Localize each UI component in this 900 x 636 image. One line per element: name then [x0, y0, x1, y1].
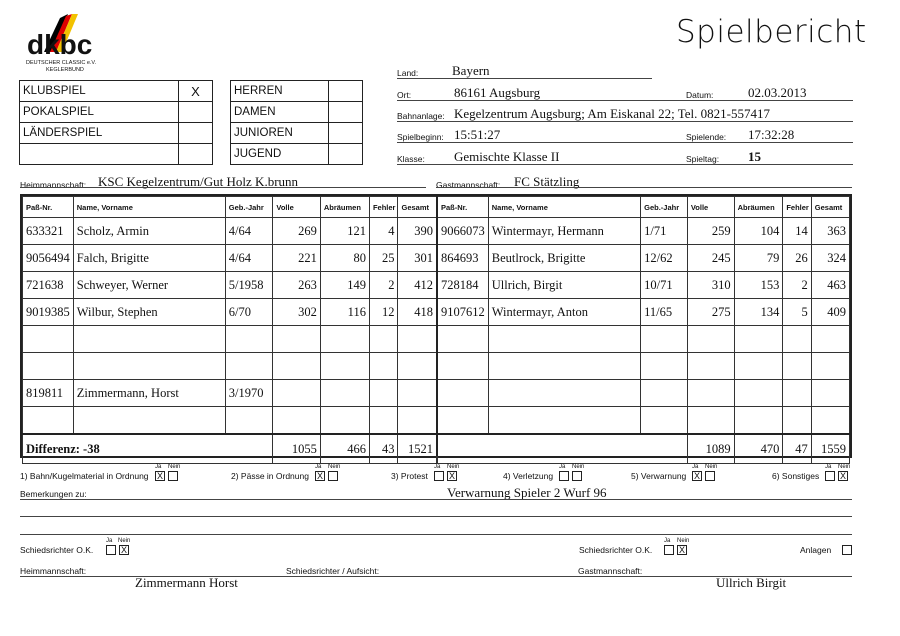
klasse-value[interactable]: Gemischte Klasse II	[454, 149, 560, 164]
anlagen-checkbox[interactable]	[842, 545, 852, 555]
table-cell[interactable]: 819811	[23, 380, 74, 407]
total-cell: 1055	[273, 434, 320, 464]
table-cell[interactable]	[811, 407, 849, 435]
ende-value[interactable]: 17:32:28	[748, 127, 795, 142]
class-label: JUGEND	[231, 144, 329, 165]
table-cell[interactable]: 221	[273, 245, 320, 272]
table-cell[interactable]	[273, 353, 320, 380]
table-cell[interactable]: 5/1958	[225, 272, 273, 299]
table-cell[interactable]	[783, 326, 811, 353]
table-cell[interactable]: 463	[811, 272, 849, 299]
ja-caption: Ja	[315, 464, 322, 470]
ja-caption: Ja	[692, 464, 699, 470]
beginn-label: Spielbeginn:	[397, 132, 444, 142]
referee-right-nein-checkbox[interactable]: X	[678, 545, 685, 555]
table-cell[interactable]: 5	[783, 299, 811, 326]
table-row	[438, 326, 850, 353]
table-cell[interactable]	[811, 380, 849, 407]
nein-caption: Nein	[447, 464, 460, 470]
table-cell[interactable]: 864693	[438, 245, 489, 272]
table-cell[interactable]	[641, 353, 688, 380]
column-header: Abräumen	[320, 197, 369, 218]
sig-guest-label: Gastmannschaft:	[578, 566, 643, 576]
table-cell[interactable]: 121	[320, 218, 369, 245]
logo-line1: DEUTSCHER CLASSIC e.V.	[26, 60, 97, 66]
total-cell: 1559	[811, 434, 849, 464]
ende-label: Spielende:	[686, 132, 727, 142]
nein-caption: Nein	[168, 464, 181, 470]
table-row	[23, 380, 437, 407]
table-cell[interactable]: Wilbur, Stephen	[73, 299, 225, 326]
table-row	[23, 299, 437, 326]
land-value[interactable]: Bayern	[452, 63, 490, 78]
table-cell[interactable]: 9066073	[438, 218, 489, 245]
type-label: POKALSPIEL	[20, 102, 179, 123]
datum-label: Datum:	[686, 90, 714, 100]
table-cell[interactable]: 2	[783, 272, 811, 299]
check-ja-checkbox[interactable]: X	[693, 471, 700, 481]
check-nein-checkbox[interactable]	[168, 471, 178, 481]
table-cell[interactable]: 79	[734, 245, 783, 272]
table-cell[interactable]: 275	[687, 299, 734, 326]
beginn-value[interactable]: 15:51:27	[454, 127, 501, 142]
home-score-table	[22, 196, 437, 464]
datum-value[interactable]: 02.03.2013	[748, 85, 807, 100]
type-checkbox[interactable]	[179, 102, 213, 123]
sig-ref-label: Schiedsrichter / Aufsicht:	[286, 566, 380, 576]
table-cell[interactable]	[488, 380, 640, 407]
referee-left-nein-checkbox[interactable]: X	[120, 545, 127, 555]
table-row	[438, 218, 850, 245]
table-row	[438, 407, 850, 435]
total-cell: 47	[783, 434, 811, 464]
table-cell[interactable]	[273, 326, 320, 353]
table-cell[interactable]: 259	[687, 218, 734, 245]
table-row	[23, 272, 437, 299]
klasse-label: Klasse:	[397, 154, 425, 164]
table-cell[interactable]: 302	[273, 299, 320, 326]
table-cell[interactable]	[488, 353, 640, 380]
table-cell[interactable]: 12/62	[641, 245, 688, 272]
remarks-value[interactable]: Verwarnung Spieler 2 Wurf 96	[447, 485, 607, 500]
table-cell[interactable]: 9107612	[438, 299, 489, 326]
column-header: Paß-Nr.	[438, 197, 489, 218]
table-cell[interactable]	[369, 380, 398, 407]
table-cell[interactable]	[783, 353, 811, 380]
match-type-table	[19, 80, 213, 165]
ort-label: Ort:	[397, 90, 412, 100]
guest-team-label: Gastmannschaft:	[436, 180, 501, 190]
checks-row	[20, 464, 860, 486]
spieltag-value[interactable]: 15	[748, 149, 761, 164]
sig-home-value[interactable]: Zimmermann Horst	[135, 575, 238, 590]
difference-label: Differenz: -38	[23, 434, 273, 464]
table-cell[interactable]	[320, 380, 369, 407]
table-cell[interactable]	[398, 380, 437, 407]
check-label: 6) Sonstiges	[772, 471, 820, 481]
remarks-label: Bemerkungen zu:	[20, 489, 87, 499]
table-cell[interactable]: 245	[687, 245, 734, 272]
table-cell[interactable]	[734, 407, 783, 435]
table-cell[interactable]	[398, 326, 437, 353]
column-header: Fehler	[369, 197, 398, 218]
type-checkbox[interactable]	[179, 144, 213, 165]
type-label: LÄNDERSPIEL	[20, 123, 179, 144]
column-header: Geb.-Jahr	[225, 197, 273, 218]
table-cell[interactable]	[320, 407, 369, 435]
table-row	[23, 407, 437, 435]
check-ja-checkbox[interactable]: X	[156, 471, 163, 481]
check-label: 1) Bahn/Kugelmaterial in Ordnung	[20, 471, 149, 481]
total-cell: 466	[320, 434, 369, 464]
column-header: Paß-Nr.	[23, 197, 74, 218]
table-cell[interactable]: 269	[273, 218, 320, 245]
table-cell[interactable]	[73, 407, 225, 435]
table-cell[interactable]	[320, 353, 369, 380]
table-cell[interactable]	[641, 326, 688, 353]
table-cell[interactable]	[687, 380, 734, 407]
table-cell[interactable]: 104	[734, 218, 783, 245]
table-cell[interactable]	[398, 353, 437, 380]
total-cell: 1089	[687, 434, 734, 464]
type-checkbox[interactable]: X	[179, 81, 213, 102]
table-row	[438, 272, 850, 299]
table-cell[interactable]	[488, 407, 640, 435]
table-cell[interactable]: Wintermayr, Anton	[488, 299, 640, 326]
table-cell[interactable]	[687, 407, 734, 435]
table-cell[interactable]: 4/64	[225, 245, 273, 272]
table-cell[interactable]	[73, 353, 225, 380]
check-label: 3) Protest	[391, 471, 428, 481]
table-cell[interactable]: 153	[734, 272, 783, 299]
table-cell[interactable]	[273, 380, 320, 407]
table-cell[interactable]	[687, 326, 734, 353]
home-team-value[interactable]: KSC Kegelzentrum/Gut Holz K.brunn	[98, 174, 299, 189]
table-cell[interactable]: 412	[398, 272, 437, 299]
table-cell[interactable]: 633321	[23, 218, 74, 245]
table-cell[interactable]: Ullrich, Birgit	[488, 272, 640, 299]
table-cell[interactable]: 4	[369, 218, 398, 245]
table-cell[interactable]	[23, 407, 74, 435]
score-table	[20, 194, 852, 458]
table-cell[interactable]	[23, 353, 74, 380]
table-row	[23, 353, 437, 380]
type-label	[20, 144, 179, 165]
type-checkbox[interactable]	[179, 123, 213, 144]
guest-team-value[interactable]: FC Stätzling	[514, 174, 580, 189]
column-header: Gesamt	[811, 197, 849, 218]
table-cell[interactable]	[273, 407, 320, 435]
ort-value[interactable]: 86161 Augsburg	[454, 85, 541, 100]
table-cell[interactable]: Scholz, Armin	[73, 218, 225, 245]
referee-left-ja-checkbox[interactable]	[106, 545, 116, 555]
check-ja-checkbox[interactable]: X	[316, 471, 323, 481]
totals-row	[438, 434, 850, 464]
table-row	[23, 218, 437, 245]
check-ja-checkbox[interactable]	[434, 471, 444, 481]
referee-right-ja-checkbox[interactable]	[664, 545, 674, 555]
logo-line2: KEGLERBUND	[46, 67, 84, 73]
table-cell[interactable]	[438, 326, 489, 353]
table-cell[interactable]	[320, 326, 369, 353]
table-row	[438, 353, 850, 380]
ja-caption: Ja	[155, 464, 162, 470]
check-nein-checkbox[interactable]: X	[448, 471, 455, 481]
guest-score-table	[437, 196, 850, 464]
table-cell[interactable]	[438, 353, 489, 380]
table-cell[interactable]: 149	[320, 272, 369, 299]
check-ja-checkbox[interactable]	[559, 471, 569, 481]
nein-caption: Nein	[838, 464, 851, 470]
table-cell[interactable]: 3/1970	[225, 380, 273, 407]
table-cell[interactable]: 721638	[23, 272, 74, 299]
table-cell[interactable]	[641, 380, 688, 407]
table-cell[interactable]	[23, 326, 74, 353]
table-cell[interactable]: Wintermayr, Hermann	[488, 218, 640, 245]
table-cell[interactable]	[783, 407, 811, 435]
check-label: 5) Verwarnung	[631, 471, 687, 481]
class-label: HERREN	[231, 81, 329, 102]
table-cell[interactable]	[488, 326, 640, 353]
bahn-label: Bahnanlage:	[397, 111, 445, 121]
class-checkbox[interactable]	[329, 123, 363, 144]
table-cell[interactable]	[687, 353, 734, 380]
table-cell[interactable]: 10/71	[641, 272, 688, 299]
table-cell[interactable]: 310	[687, 272, 734, 299]
check-nein-checkbox[interactable]	[705, 471, 715, 481]
column-header: Gesamt	[398, 197, 437, 218]
table-cell[interactable]	[438, 407, 489, 435]
nein-caption: Nein	[572, 464, 585, 470]
page-title: Spielbericht	[676, 14, 867, 50]
table-cell[interactable]	[734, 326, 783, 353]
table-cell[interactable]	[734, 380, 783, 407]
table-cell[interactable]	[225, 326, 273, 353]
table-cell[interactable]	[369, 353, 398, 380]
table-cell[interactable]: 9056494	[23, 245, 74, 272]
totals-spacer	[438, 434, 688, 464]
table-cell[interactable]: 2	[369, 272, 398, 299]
check-nein-checkbox[interactable]	[328, 471, 338, 481]
table-cell[interactable]: 390	[398, 218, 437, 245]
table-cell[interactable]: 409	[811, 299, 849, 326]
totals-row	[23, 434, 437, 464]
table-cell[interactable]	[398, 407, 437, 435]
table-cell[interactable]	[73, 326, 225, 353]
column-header: Fehler	[783, 197, 811, 218]
table-cell[interactable]: 9019385	[23, 299, 74, 326]
home-team-label: Heimmannschaft:	[20, 180, 87, 190]
table-cell[interactable]: 12	[369, 299, 398, 326]
class-label: DAMEN	[231, 102, 329, 123]
table-cell[interactable]	[641, 407, 688, 435]
table-cell[interactable]: 11/65	[641, 299, 688, 326]
table-cell[interactable]	[811, 353, 849, 380]
spieltag-label: Spieltag:	[686, 154, 720, 164]
table-row	[438, 380, 850, 407]
check-nein-checkbox[interactable]: X	[839, 471, 846, 481]
check-label: 4) Verletzung	[503, 471, 554, 481]
table-cell[interactable]: 26	[783, 245, 811, 272]
class-type-table	[230, 80, 363, 165]
class-checkbox[interactable]	[329, 81, 363, 102]
table-cell[interactable]: Falch, Brigitte	[73, 245, 225, 272]
table-cell[interactable]	[783, 380, 811, 407]
ja-caption: Ja	[825, 464, 832, 470]
check-ja-checkbox[interactable]	[825, 471, 835, 481]
column-header: Name, Vorname	[73, 197, 225, 218]
class-label: JUNIOREN	[231, 123, 329, 144]
referee-left-label: Schiedsrichter O.K.	[20, 545, 94, 555]
sig-guest-value[interactable]: Ullrich Birgit	[716, 575, 787, 590]
anlagen-label: Anlagen	[800, 545, 832, 555]
ja-caption: Ja	[559, 464, 566, 470]
nein-caption: Nein	[328, 464, 341, 470]
table-cell[interactable]	[369, 326, 398, 353]
table-row	[23, 326, 437, 353]
table-cell[interactable]	[734, 353, 783, 380]
dkbc-logo	[22, 12, 118, 78]
table-cell[interactable]: 1/71	[641, 218, 688, 245]
table-cell[interactable]: 25	[369, 245, 398, 272]
table-cell[interactable]: 324	[811, 245, 849, 272]
ja-caption: Ja	[434, 464, 441, 470]
type-label: KLUBSPIEL	[20, 81, 179, 102]
column-header: Geb.-Jahr	[641, 197, 688, 218]
table-cell[interactable]: 4/64	[225, 218, 273, 245]
table-cell[interactable]: 301	[398, 245, 437, 272]
column-header: Volle	[687, 197, 734, 218]
class-checkbox[interactable]	[329, 102, 363, 123]
table-cell[interactable]: 6/70	[225, 299, 273, 326]
bahn-value[interactable]: Kegelzentrum Augsburg; Am Eiskanal 22; Tel. 0821-557417	[454, 106, 770, 121]
land-label: Land:	[397, 68, 419, 78]
table-cell[interactable]: 14	[783, 218, 811, 245]
table-cell[interactable]: Beutlrock, Brigitte	[488, 245, 640, 272]
column-header: Name, Vorname	[488, 197, 640, 218]
class-checkbox[interactable]	[329, 144, 363, 165]
table-cell[interactable]: 263	[273, 272, 320, 299]
column-header: Abräumen	[734, 197, 783, 218]
logo-text: dkbc	[27, 29, 93, 60]
table-row	[438, 299, 850, 326]
check-nein-checkbox[interactable]	[572, 471, 582, 481]
nein-caption: Nein	[705, 464, 718, 470]
table-cell[interactable]: 418	[398, 299, 437, 326]
table-cell[interactable]	[225, 353, 273, 380]
table-cell[interactable]	[438, 380, 489, 407]
table-cell[interactable]: 116	[320, 299, 369, 326]
table-cell[interactable]: 134	[734, 299, 783, 326]
check-label: 2) Pässe in Ordnung	[231, 471, 309, 481]
table-cell[interactable]: Zimmermann, Horst	[73, 380, 225, 407]
table-cell[interactable]	[225, 407, 273, 435]
table-cell[interactable]: Schweyer, Werner	[73, 272, 225, 299]
table-cell[interactable]	[369, 407, 398, 435]
total-cell: 1521	[398, 434, 437, 464]
referee-right-label: Schiedsrichter O.K.	[579, 545, 653, 555]
table-cell[interactable]	[811, 326, 849, 353]
table-row	[438, 245, 850, 272]
total-cell: 43	[369, 434, 398, 464]
table-cell[interactable]: 363	[811, 218, 849, 245]
table-cell[interactable]: 80	[320, 245, 369, 272]
column-header: Volle	[273, 197, 320, 218]
sig-home-label: Heimmannschaft:	[20, 566, 87, 576]
table-row	[23, 245, 437, 272]
total-cell: 470	[734, 434, 783, 464]
table-cell[interactable]: 728184	[438, 272, 489, 299]
